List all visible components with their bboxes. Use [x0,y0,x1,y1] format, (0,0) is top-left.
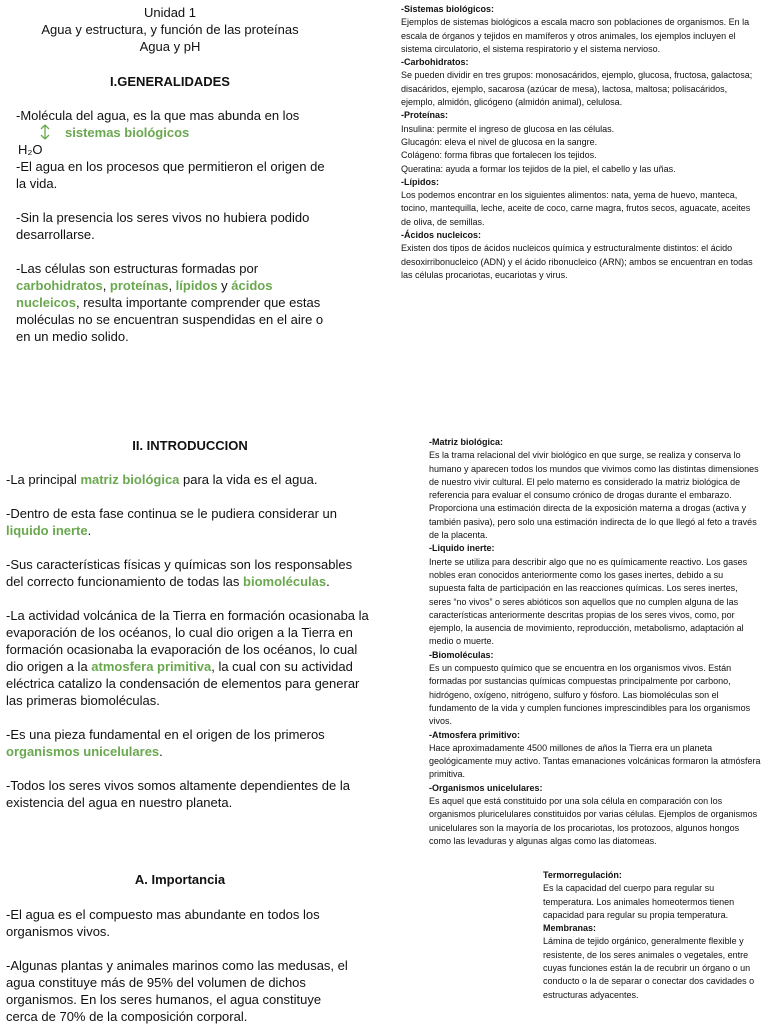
note-definition: Existen dos tipos de ácidos nucleicos química y estructuralmente distintos: el ácido desoxirribonucleico (ADN) y el ácido ribonucleico (ARN); ambos se encuentran en todas las células procariotas, eucariotas y virus. [401,243,753,280]
section-introduccion-body [6,471,370,811]
term-sistemas-biologicos: sistemas biológicos [65,125,190,140]
note-term: -Proteínas: [401,110,449,121]
note-definition: Es aquel que está constituido por una sola célula en comparación con los organismos pluricelulares constituidos por varias células. Ejemplos de organismos unicelulares son la mayoría de los procariotas, los protozoos, algunos hongos como las levaduras y algunas algas como las diatomeas. [429,796,758,846]
note-definition: Inerte se utiliza para describir algo que no es químicamente reactivo. Los gases nobles eran conocidos anteriormente como los gases inertes, debido a su supuesta falta de participación en las reacciones químicas. Los seres inertes, seres “no vivos” o seres abióticos son aquellos que no cumplen alguna de las características anteriormente descritas propias de los seres vivos, como, por ejemplo, la ausencia de movimiento, reproducción, metabolismo, adaptación al medio o muerte. [429,556,748,647]
notes-section-3 [543,869,761,1002]
note-term: Termorregulación: [543,870,622,880]
note-term: -Biomoléculas: [429,649,494,660]
subtopic-title: Agua y pH [139,39,201,54]
water-formula: H₂O [18,142,43,157]
note-definition: Hace aproximadamente 4500 millones de años la Tierra era un planeta geológicamente muy activo. Tantas emanaciones volcánicas formaron la atmósfera primitiva. [429,742,761,780]
note-term: -Carbohidratos: [401,57,469,68]
note-term: Membranas: [543,923,597,934]
note-term: -Lípidos: [401,176,439,187]
note-definition: Lámina de tejido orgánico, generalmente flexible y resistente, de los seres animales o vegetales, entre cuyas funciones están la de recubrir un órgano o un conducto o la de separar o conectar dos cavidades o estructuras adyacentes. [543,936,755,1000]
term-lipidos: lípidos [175,278,218,293]
intro-paragraph-3: -Sus características físicas y químicas son los responsables del correcto funcionamiento de todas las biomoléculas. [6,557,353,589]
section-importancia-title: A. Importancia [134,872,226,887]
term-biomoleculas: biomoléculas [243,574,327,589]
note-term: -Ácidos nucleicos: [401,230,482,241]
note-term: -Sistemas biológicos: [401,4,495,14]
intro-paragraph-6: -Todos los seres vivos somos altamente dependientes de la existencia del agua en nuestro planeta. [6,778,350,810]
unit-title: Unidad 1 [143,5,197,20]
paragraph-2: -El agua en los procesos que permitieron el origen de la vida. [16,159,325,191]
term-carbohidratos: carbohidratos [16,278,103,293]
double-arrow-icon [40,124,50,140]
section-importancia-body [6,906,356,1025]
note-term: -Matriz biológica: [429,437,503,447]
term-matriz-biologica: matriz biológica [80,472,180,487]
note-definition: Es la capacidad del cuerpo para regular su temperatura. Los animales homeotermos tienen capacidad para regular su propia temperatura. [543,883,735,920]
note-definition: Insulina: permite el ingreso de glucosa en las células. Glucagón: eleva el nivel de glucosa en la sangre. Colágeno: forma fibras que fortalecen los tejidos. Queratina: ayuda a formar los tejidos de la piel, el cabello y las uñas. [401,123,676,174]
note-definition: Es un compuesto químico que se encuentra en los organismos vivos. Están formadas por sustancias químicas compuestas principalmente por carbono, hidrógeno, oxígeno, nitrógeno, sulfuro y fósforo. Las biomoléculas son el fundamento de la vida y cumplen funciones imprescindibles para los organismos vivos. [429,663,751,727]
note-term: -Atmosfera primitivo: [429,729,521,740]
section-generalidades-title: I.GENERALIDADES [110,74,230,89]
intro-paragraph-1: -La principal matriz biológica para la vida es el agua. [6,472,318,487]
importancia-paragraph-1: -El agua es el compuesto mas abundante en todos los organismos vivos. [6,907,320,939]
term-proteinas: proteínas [109,278,169,293]
note-definition: Ejemplos de sistemas biológicos a escala macro son poblaciones de organismos. En la escala de órganos y tejidos en mamíferos y otros animales, los ejemplos incluyen el sistema circulatorio, el sistema respiratorio y el sistema nervioso. [401,17,750,54]
paragraph-1: -Molécula del agua, es la que mas abunda en los [16,108,300,123]
term-liquido-inerte: liquido inerte [6,523,88,538]
importancia-paragraph-2: -Algunas plantas y animales marinos como las medusas, el agua constituye más de 95% del volumen de dichos organismos. En los seres humanos, el agua constituye cerca de 70% de la composición corporal. [6,958,348,1024]
section-generalidades-body [16,107,334,345]
note-term: -Organismos unicelulares: [429,782,543,793]
intro-paragraph-5: -Es una pieza fundamental en el origen de los primeros organismos unicelulares. [6,727,325,759]
term-acidos-nucleicos: ácidos nucleicos [16,278,273,310]
note-definition: Se pueden dividir en tres grupos: monosacáridos, ejemplo, glucosa, fructosa, galactosa; disacáridos, ejemplo, sacarosa (azúcar de mesa), lactosa, maltosa; polisacáridos, ejemplo, almidón, glicógeno (almidón animal), celulosa. [401,70,753,108]
document-header [20,4,320,55]
paragraph-3: -Sin la presencia los seres vivos no hubiera podido desarrollarse. [16,210,310,242]
section-introduccion-title: II. INTRODUCCION [132,438,248,453]
paragraph-4: -Las células son estructuras formadas por carbohidratos, proteínas, lípidos y ácidos nucleicos, resulta importante comprender que estas moléculas no se encuentran suspendidas en el aire o en un medio solido. [16,261,324,344]
note-term: -Liquido inerte: [429,543,495,554]
intro-paragraph-4: -La actividad volcánica de la Tierra en formación ocasionaba la evaporación de los océanos, lo cual dio origen a la Tierra en formación ocasionaba la evaporación de los océanos, lo cual dio origen a la atmosfera primitiva, la cual con su actividad eléctrica catalizo la condensación de elementos para generar las primeras biomoléculas. [6,608,369,708]
notes-section-2 [429,436,761,848]
term-atmosfera-primitiva: atmosfera primitiva [91,659,212,674]
note-definition: Los podemos encontrar en los siguientes alimentos: nata, yema de huevo, manteca, tocino, mantequilla, leche, aceite de coco, carne magra, frutos secos, aguacate, aceites de oliva, de semillas. [401,190,751,227]
notes-section-1 [401,3,761,282]
term-organismos-unicelulares: organismos unicelulares [6,744,160,759]
intro-paragraph-2: -Dentro de esta fase continua se le pudiera considerar un liquido inerte. [6,506,337,538]
topic-title: Agua y estructura, y función de las proteínas [41,22,299,37]
note-definition: Es la trama relacional del vivir biológico en que surge, se realiza y conserva lo humano y aparecen todos los mundos que vivimos como las distintas dimensiones de nuestro vivir cultural. El pelo materno es considerado la matriz biológica de referencia para evaluar el consumo crónico de drogas durante el embarazo. Proporciona una estimación directa de la exposición materna a drogas (activa y también pasiva), pero solo una estimación indirecta de lo que llegó al feto a través de la placenta. [429,450,759,541]
